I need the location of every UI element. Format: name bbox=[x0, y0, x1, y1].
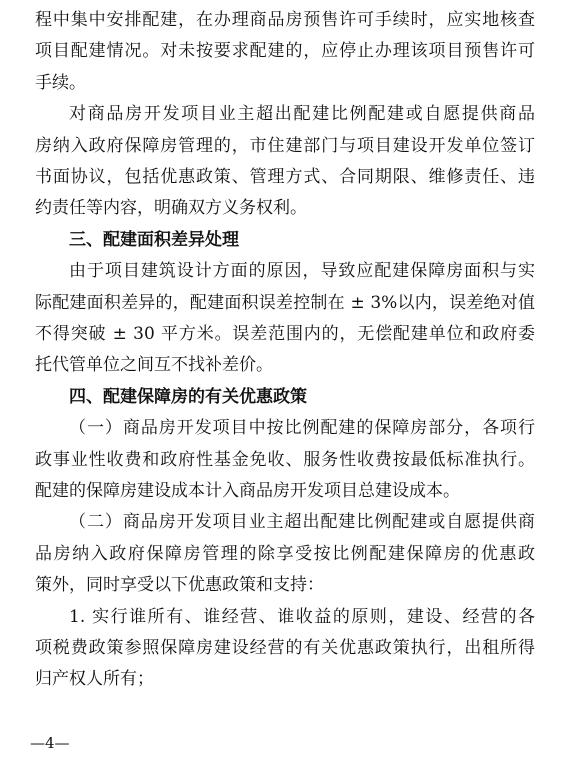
body-text-line: （一）商品房开发项目中按比例配建的保障房部分，各项行 bbox=[69, 418, 535, 439]
body-text-line: 政事业性收费和政府性基金免收、服务性收费按最低标准执行。 bbox=[35, 449, 535, 470]
body-text-line: 对商品房开发项目业主超出配建比例配建或自愿提供商品 bbox=[69, 104, 535, 125]
body-text-line: 1. 实行谁所有、谁经营、谁收益的原则，建设、经营的各 bbox=[69, 606, 535, 627]
body-text-line: 由于项目建筑设计方面的原因，导致应配建保障房面积与实 bbox=[69, 261, 535, 282]
body-text-line: 书面协议，包括优惠政策、管理方式、合同期限、维修责任、违 bbox=[35, 167, 535, 187]
body-text-line: 托代管单位之间互不找补差价。 bbox=[35, 355, 273, 376]
body-text-line: 品房纳入政府保障房管理的除享受按比例配建保障房的优惠政 bbox=[35, 543, 535, 564]
body-text-line: 房纳入政府保障房管理的，市住建部门与项目建设开发单位签订 bbox=[35, 135, 535, 156]
body-text-line: 际配建面积差异的，配建面积误差控制在 ± 3%以内，误差绝对值 bbox=[35, 292, 535, 313]
section-heading: 四、配建保障房的有关优惠政策 bbox=[69, 386, 307, 407]
body-text-line: 项税费政策参照保障房建设经营的有关优惠政策执行，出租所得 bbox=[35, 638, 535, 658]
body-text-line: 归产权人所有； bbox=[35, 669, 154, 690]
body-text-line: 手续。 bbox=[35, 72, 86, 93]
body-text-line: 配建的保障房建设成本计入商品房开发项目总建设成本。 bbox=[35, 481, 460, 501]
page-number: —4— bbox=[30, 734, 70, 752]
section-heading: 三、配建面积差异处理 bbox=[69, 229, 239, 250]
body-text-line: 约责任等内容，明确双方义务权利。 bbox=[35, 198, 307, 219]
body-text-line: 程中集中安排配建，在办理商品房预售许可手续时，应实地核查 bbox=[35, 10, 535, 30]
body-text-line: 不得突破 ± 30 平方米。误差范围内的，无偿配建单位和政府委 bbox=[35, 324, 535, 344]
body-text-line: 策外，同时享受以下优惠政策和支持： bbox=[35, 575, 324, 596]
body-text-line: （二）商品房开发项目业主超出配建比例配建或自愿提供商 bbox=[69, 512, 535, 533]
body-text-line: 项目配建情况。对未按要求配建的，应停止办理该项目预售许可 bbox=[35, 41, 535, 62]
